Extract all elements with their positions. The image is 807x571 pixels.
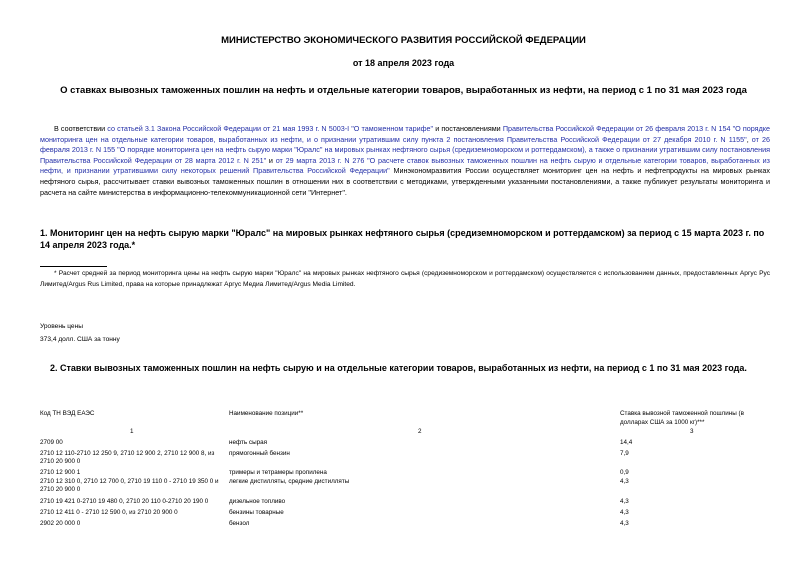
row-code: 2709 00: [40, 439, 63, 446]
row-rate: 4,3: [620, 498, 629, 505]
intro-paragraph: [40, 124, 770, 198]
row-code: 2710 19 421 0-2710 19 480 0, 2710 20 110 0-2710 20 190 0: [40, 498, 209, 505]
row-rate: 4,3: [620, 478, 629, 485]
row-rate: 0,9: [620, 469, 629, 476]
row-name: нефть сырая: [229, 439, 268, 446]
row-rate: 14,4: [620, 439, 633, 446]
row-rate: 4,3: [620, 520, 629, 527]
row-code: 2710 12 900 1: [40, 469, 81, 476]
row-name: прямогонный бензин: [229, 450, 290, 457]
row-name: бензины товарные: [229, 509, 284, 516]
section2-heading: 2. Ставки вывозных таможенных пошлин на нефть сырую и на отдельные категории товаров, выработанных из нефти, на период с 1 по 31 мая 2023 года.: [50, 363, 747, 373]
table-header-name: Наименование позиции**: [229, 410, 304, 417]
table-colnum-1: 1: [130, 428, 134, 435]
resolution-link-276[interactable]: от 29 марта 2013 г. N 276 "О расчете ставок вывозных таможенных пошлин на нефть сырую и отдельные категории товаров, выработанных из нефти, и признании утратившими силу некоторых решений Правительства Российской Федерации": [40, 155, 770, 176]
row-rate: 7,9: [620, 450, 629, 457]
price-level-label: Уровень цены: [40, 323, 83, 330]
row-code: 2710 12 411 0 - 2710 12 590 0, из 2710 20 900 0: [40, 509, 178, 516]
law-link-customs-tariff[interactable]: со статьей 3.1 Закона Российской Федерации от 21 мая 1993 г. N 5003-I "О таможенном тарифе": [107, 124, 434, 133]
intro-suffix: Минэкономразвития России осуществляет мониторинг цен на нефть и нефтепродукты на мировых рынках нефтяного сырья, рассчитывает ставки вывозных таможенных пошлин в отношении них в соответствии с методиками, утвержденными указанными постановлениями, а также публикует результаты мониторинга и расчета на сайте министерства в информационно-телекоммуникационной сети "Интернет".: [40, 166, 770, 197]
row-rate: 4,3: [620, 509, 629, 516]
intro-mid2: ,: [746, 134, 752, 144]
row-code: 2710 12 110-2710 12 250 9, 2710 12 900 2, 2710 12 900 8, из 2710 20 900 0: [40, 450, 215, 466]
ministry-heading: МИНИСТЕРСТВО ЭКОНОМИЧЕСКОГО РАЗВИТИЯ РОССИЙСКОЙ ФЕДЕРАЦИИ: [221, 35, 586, 46]
row-code: 2902 20 000 0: [40, 520, 81, 527]
row-name: дизельное топливо: [229, 498, 286, 505]
row-name: бензол: [229, 520, 250, 527]
row-name: легкие дистилляты, средние дистилляты: [229, 478, 350, 485]
intro-mid3: и: [266, 155, 276, 165]
row-name: тримеры и тетрамеры пропилена: [229, 469, 327, 476]
document-title: О ставках вывозных таможенных пошлин на нефть и отдельные категории товаров, выработанных из нефти, на период с 1 по 31 мая 2023 года: [60, 85, 747, 96]
section1-heading: 1. Мониторинг цен на нефть сырую марки "Юралс" на мировых рынках нефтяного сырья (средиземноморском и роттердамском) за период с 15 марта 2023 г. по 14 апреля 2023 года.*: [40, 228, 765, 250]
table-header-code: Код ТН ВЭД ЕАЭС: [40, 410, 95, 417]
table-colnum-3: 3: [690, 428, 694, 435]
resolution-link-155[interactable]: от 26 февраля 2013 г. N 155 "О порядке мониторинга цен на нефть сырую марки "Юралс" на мировых рынках нефтяного сырья (средиземноморском и роттердамском), а также о признании утратившим силу постановления Правительства Российской Федерации от 28 марта 2012 г. N 251": [40, 134, 770, 165]
resolution-link-154[interactable]: Правительства Российской Федерации от 26 февраля 2013 г. N 154 "О порядке мониторинга цен на отдельные категории товаров, выработанных из нефти, и о признании утратившим силу пункта 2 постановления Правительства Российской Федерации от 27 декабря 2010 г. N 1155": [40, 124, 770, 144]
row-code: 2710 12 310 0, 2710 12 700 0, 2710 19 110 0 - 2710 19 350 0 и 2710 20 900 0: [40, 478, 219, 494]
intro-mid1: и постановлениями: [433, 124, 503, 133]
table-header-rate: Ставка вывозной таможенной пошлины (в долларах США за 1000 кг)***: [620, 410, 744, 426]
footnote-divider: [40, 266, 107, 267]
price-level-value: 373,4 долл. США за тонну: [40, 336, 120, 343]
table-colnum-2: 2: [418, 428, 422, 435]
intro-prefix: В соответствии: [54, 124, 108, 133]
footnote: * Расчет средней за период мониторинга цены на нефть сырую марки "Юралс" на мировых рынках нефтяного сырья (средиземноморском и роттердамском) осуществляется с использованием данных, предоставленных Аргус Рус Лимитед/Argus Rus Limited, права на которые принадлежат Аргус Медиа Лимитед/Argus Media Limited.: [40, 270, 770, 288]
document-date: от 18 апреля 2023 года: [352, 58, 455, 68]
